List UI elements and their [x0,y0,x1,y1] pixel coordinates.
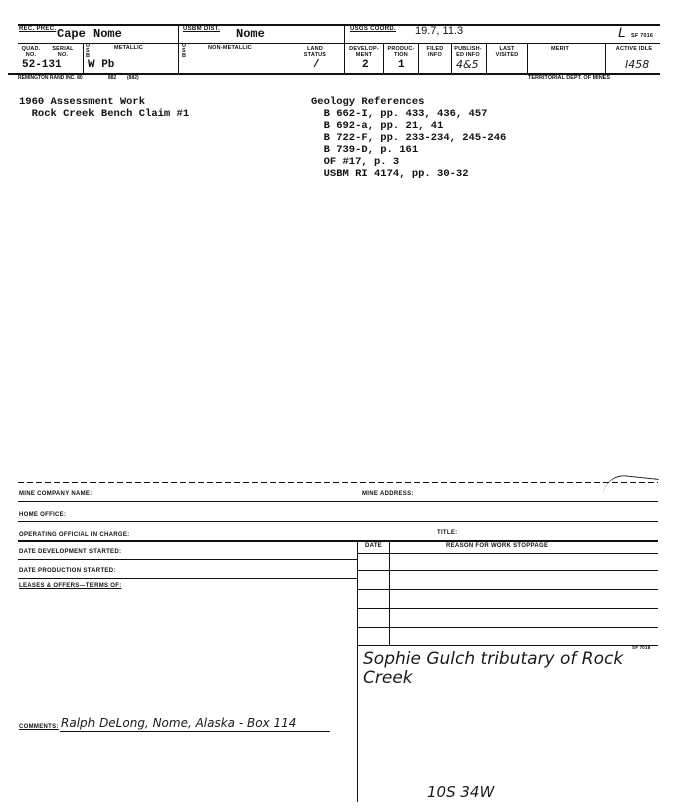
col-divider [83,43,84,74]
geology-ref: B 722-F, pp. 233-234, 245-246 [311,132,507,144]
mine-address-label: MINE ADDRESS: [362,491,414,497]
col-divider [383,43,384,74]
col-land-status: LAND STATUS [303,46,327,58]
printer-code-1: 882 [108,75,117,81]
col-usb-2: U S B [182,43,187,59]
date-column-divider [389,540,390,645]
comments-value: Ralph DeLong, Nome, Alaska - Box 114 [61,716,297,730]
col-quad-no: QUAD. NO. [21,46,41,58]
printer-code-2: (882) [127,75,139,81]
form-rule [18,578,358,579]
form-rule [357,645,658,646]
form-rule [18,540,658,542]
handwritten-line: Creek [363,668,413,688]
col-merit: MERIT [550,46,570,52]
rec-prec-label: REC. PREC. [19,26,57,32]
form-rule [18,559,358,560]
row-development: 2 [362,59,369,71]
row-production: 1 [398,59,405,71]
hand-stroke [603,473,659,500]
header-rule-2 [18,43,660,44]
dept-label: TERRITORIAL DEPT. OF MINES [528,75,610,81]
usbm-dist-label: USBM DIST. [183,26,221,32]
main-vertical-divider [357,540,358,802]
note-line: Rock Creek Bench Claim #1 [19,108,190,120]
home-office-label: HOME OFFICE: [19,512,67,518]
col-usb: U S B [86,43,91,59]
title-label: TITLE: [437,530,458,536]
col-divider [451,43,452,74]
printer-mark: REMINGTON RAND INC. 80 [18,75,83,81]
col-metallic: METALLIC [114,45,143,51]
date-label: DATE [365,543,383,549]
form-rule [18,501,658,502]
col-production: PRODUC- TION [387,46,415,58]
small-form-code: SF 7018 [632,645,651,650]
handwritten-line: Sophie Gulch tributary of Rock [363,649,624,669]
form-rule [357,553,658,554]
row-active-idle: I458 [625,58,650,71]
form-rule [357,570,658,571]
geology-references [311,96,506,180]
mine-company-name-label: MINE COMPANY NAME: [19,491,93,497]
form-rule [18,521,658,522]
col-non-metallic: NON-METALLIC [208,45,252,51]
col-active-idle: ACTIVE IDLE [615,46,653,52]
col-serial-no: SERIAL NO. [52,46,74,58]
col-divider [418,43,419,74]
header-rule-1 [18,24,660,26]
rec-prec-value: Cape Nome [57,27,122,41]
handwritten-note [363,650,623,688]
col-divider [178,24,179,74]
form-rule [357,608,658,609]
col-divider [527,43,528,74]
col-divider [344,24,345,74]
geology-ref: USBM RI 4174, pp. 30-32 [311,168,469,180]
geology-ref: B 739-D, p. 161 [311,144,419,156]
col-divider [486,43,487,74]
bottom-code: 10S 34W [427,783,495,801]
col-filed-info: FILED INFO [426,46,444,58]
form-rule [357,627,658,628]
row-quad-serial: 52-131 [22,59,62,71]
usbm-dist-value: Nome [236,27,265,41]
perforation-line [18,482,658,483]
comments-rule [60,731,330,732]
form-number: SF 7016 [631,33,654,39]
geology-heading: Geology References [311,96,425,108]
row-metallic: W Pb [88,59,115,71]
row-land-status: / [313,59,320,71]
col-development: DEVELOP- MENT [349,46,379,58]
usgs-coord-label: USGS COORD. [350,26,396,32]
left-notes [19,96,189,120]
date-prod-started-label: DATE PRODUCTION STARTED: [19,568,116,574]
note-line: 1960 Assessment Work [19,96,146,108]
leases-label: LEASES & OFFERS—TERMS OF: [19,583,122,589]
col-last-visited: LAST VISITED [495,46,519,58]
row-published-info: 4&5 [456,58,479,71]
operating-official-label: OPERATING OFFICIAL IN CHARGE: [19,532,130,538]
comments-label: COMMENTS: [19,724,59,730]
usgs-coord-value: 19.7, 11.3 [415,25,464,37]
col-published-info: PUBLISH- ED INFO [454,46,482,58]
geology-ref: OF #17, p. 3 [311,156,400,168]
geology-ref: B 692-a, pp. 21, 41 [311,120,444,132]
col-divider [605,43,606,74]
corner-mark: L [618,24,626,40]
date-dev-started-label: DATE DEVELOPMENT STARTED: [19,549,122,555]
reason-label: REASON FOR WORK STOPPAGE [446,543,549,549]
form-rule [357,589,658,590]
geology-ref: B 662-I, pp. 433, 436, 457 [311,108,488,120]
